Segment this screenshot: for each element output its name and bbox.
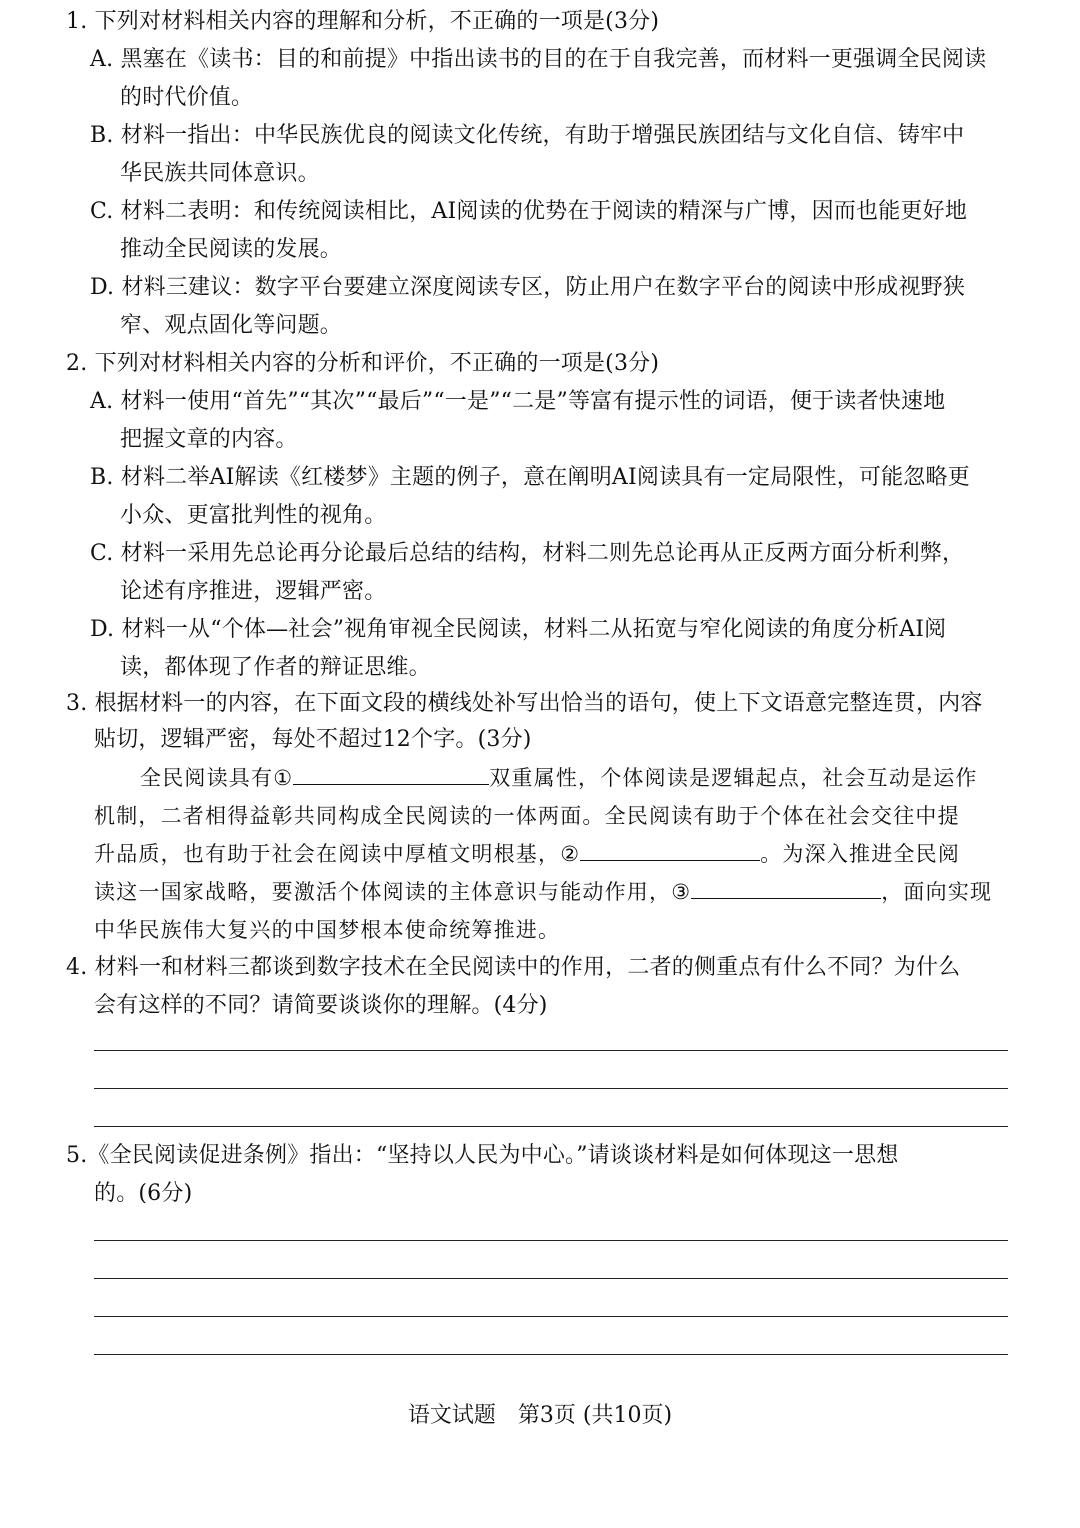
q2-option-d: D. 材料一从“个体—社会”视角审视全民阅读，材料二从拓宽与窄化阅读的角度分析AI阅 [90,617,947,642]
q3-passage-text: 全民阅读具有① [140,766,294,790]
q5-answer-line-2[interactable] [94,1278,1008,1279]
q3-passage-text: ，面向实现 [881,880,993,904]
q2-option-a-cont: 把握文章的内容。 [120,427,298,452]
q3-passage-line-3 [94,838,960,870]
q1-option-c-cont: 推动全民阅读的发展。 [120,237,343,262]
q3-stem: 3. 根据材料一的内容，在下面文段的横线处补写出恰当的语句，使上下文语意完整连贯，内容 [66,691,983,716]
q2-option-c-cont: 论述有序推进，逻辑严密。 [120,579,387,604]
q3-passage-text: 双重属性，个体阅读是逻辑起点，社会互动是运作 [489,766,978,790]
q1-option-b-cont: 华民族共同体意识。 [120,161,320,186]
q2-option-a: A. 材料一使用“首先”“其次”“最后”“一是”“二是”等富有提示性的词语，便于读者快速地 [90,389,946,414]
q1-stem: 1. 下列对材料相关内容的理解和分析，不正确的一项是(3分) [66,9,660,34]
blank-3[interactable] [691,878,881,899]
q3-passage-line-2: 机制，二者相得益彰共同构成全民阅读的一体两面。全民阅读有助于个体在社会交往中提 [94,804,960,828]
page-footer: 语文试题 第3页 (共10页) [407,1403,673,1428]
q1-option-d: D. 材料三建议：数字平台要建立深度阅读专区，防止用户在数字平台的阅读中形成视野狭 [90,275,966,300]
blank-2[interactable] [580,840,760,861]
q2-option-c: C. 材料一采用先总论再分论最后总结的结构，材料二则先总论再从正反两方面分析利弊， [90,541,965,566]
q2-option-b: B. 材料二举AI解读《红楼梦》主题的例子，意在阐明AI阅读具有一定局限性，可能忽略更 [90,465,970,490]
q3-passage-line-1 [140,762,978,794]
q4-stem: 4. 材料一和材料三都谈到数字技术在全民阅读中的作用，二者的侧重点有什么不同？为什么 [66,955,961,980]
q2-option-b-cont: 小众、更富批判性的视角。 [120,503,387,528]
q2-option-d-cont: 读，都体现了作者的辩证思维。 [120,655,431,680]
q1-option-b: B. 材料一指出：中华民族优良的阅读文化传统，有助于增强民族团结与文化自信、铸牢中 [90,123,965,148]
blank-1[interactable] [293,764,489,785]
q4-answer-line-2[interactable] [94,1088,1008,1089]
q3-passage-line-4 [94,876,992,908]
q1-option-d-cont: 窄、观点固化等问题。 [120,313,343,338]
q1-option-c: C. 材料二表明：和传统阅读相比，AI阅读的优势在于阅读的精深与广博，因而也能更好地 [90,199,968,224]
q1-option-a-cont: 的时代价值。 [120,85,254,110]
q3-stem-cont: 贴切，逻辑严密，每处不超过12个字。(3分) [94,727,532,752]
q5-stem-cont: 的。(6分) [94,1181,193,1206]
q4-answer-line-3[interactable] [94,1126,1008,1127]
q2-stem: 2. 下列对材料相关内容的分析和评价，不正确的一项是(3分) [66,351,660,376]
q3-passage-text: 读这一国家战略，要激活个体阅读的主体意识与能动作用，③ [94,880,692,904]
q5-answer-line-3[interactable] [94,1316,1008,1317]
q4-answer-line-1[interactable] [94,1050,1008,1051]
q5-answer-line-4[interactable] [94,1354,1008,1355]
q5-stem: 5.《全民阅读促进条例》指出：“坚持以人民为中心。”请谈谈材料是如何体现这一思想 [66,1143,899,1168]
q3-passage-text: 。为深入推进全民阅 [760,842,961,866]
q3-passage-text: 升品质，也有助于社会在阅读中厚植文明根基，② [94,842,581,866]
q1-option-a: A. 黑塞在《读书：目的和前提》中指出读书的目的在于自我完善，而材料一更强调全民阅读 [90,47,987,72]
q4-stem-cont: 会有这样的不同？请简要谈谈你的理解。(4分) [94,993,548,1018]
q5-answer-line-1[interactable] [94,1240,1008,1241]
q3-passage-line-5: 中华民族伟大复兴的中国梦根本使命统筹推进。 [94,918,561,942]
